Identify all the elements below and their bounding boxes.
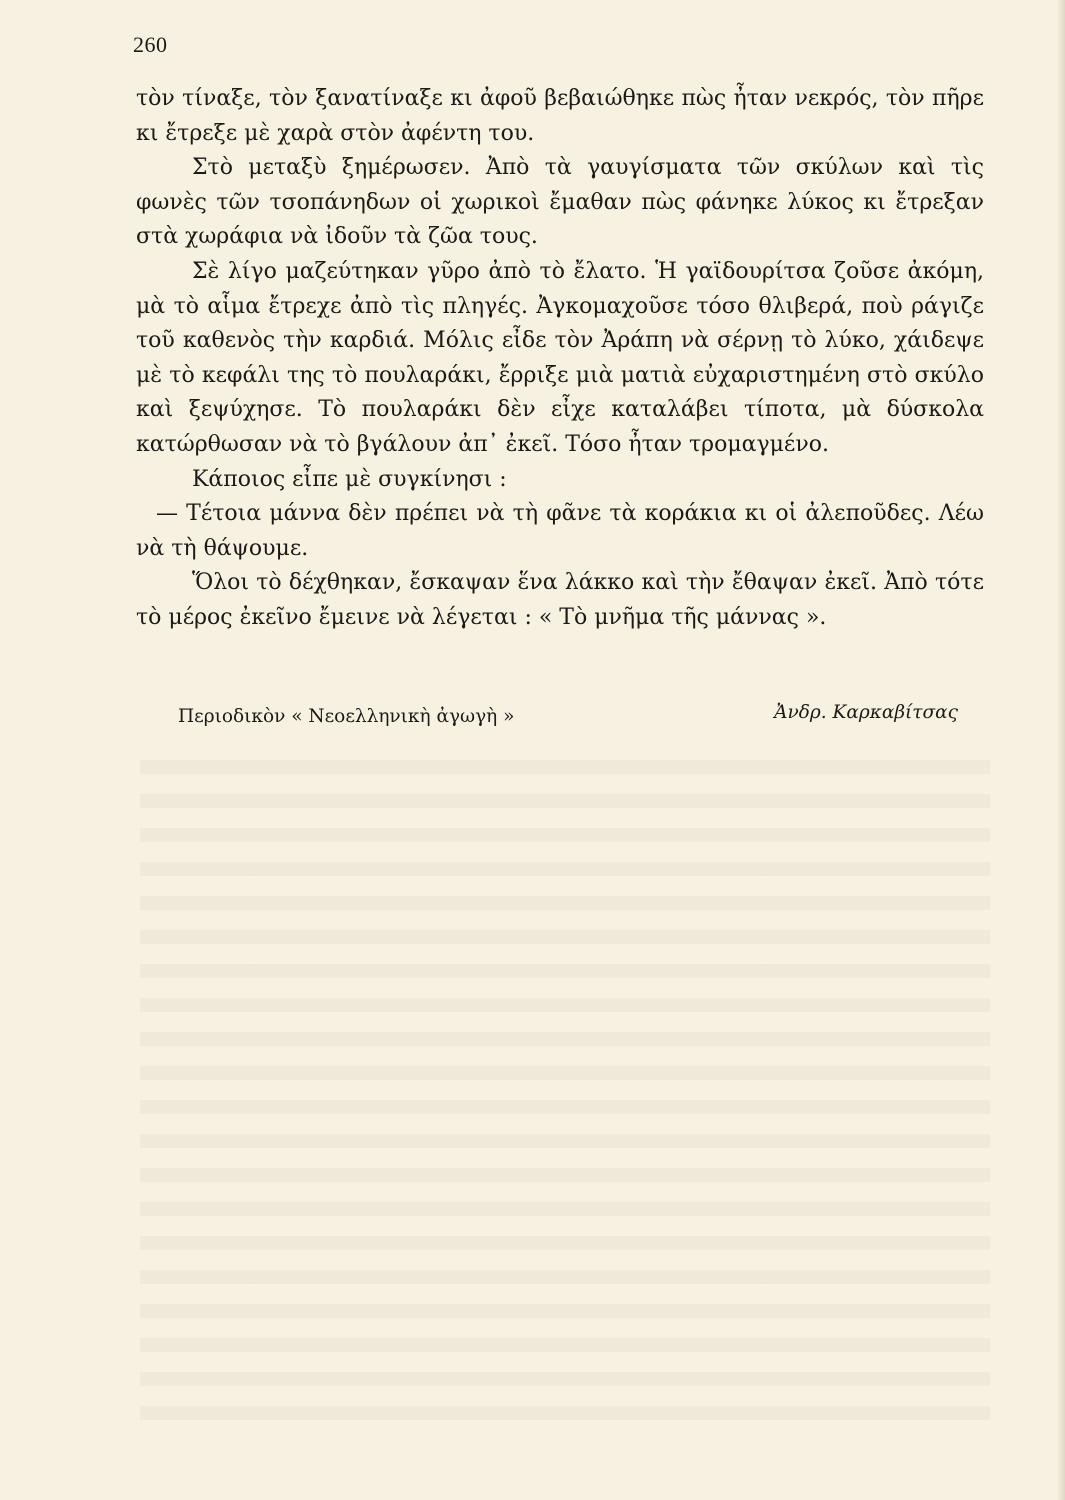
scan-edge-shadow bbox=[1057, 0, 1065, 1500]
show-through-texture bbox=[140, 760, 990, 1420]
paragraph-4: Κάποιος εἶπε μὲ συγκίνησι : bbox=[192, 466, 507, 492]
paragraph-1: τὸν τίναξε, τὸν ξανατίναξε κι ἀφοῦ βεβαιώθηκε πὼς ἦταν νεκρός, τὸν πῆρε κι ἔτρεξε μὲ χαρὰ στὸν ἀφέντη του. bbox=[136, 86, 984, 146]
page-number: 260 bbox=[133, 32, 168, 57]
paragraph-3: Σὲ λίγο μαζεύτηκαν γῦρο ἀπὸ τὸ ἔλατο. Ἡ γαϊδουρίτσα ζοῦσε ἀκόμη, μὰ τὸ αἷμα ἔτρεχε ἀπὸ τὶς πληγές. Ἀγκομαχοῦσε τόσο θλιβερά, ποὺ ράγιζε τοῦ καθενὸς τὴν καρδιά. Μόλις εἶδε τὸν Ἀράπη νὰ σέρνῃ τὸ λύκο, χάιδεψε μὲ τὸ κεφάλι της τὸ πουλαράκι, ἔρριξε μιὰ ματιὰ εὐχαριστημένη στὸ σκύλο καὶ ξεψύχησε. Τὸ πουλαράκι δὲν εἶχε καταλάβει τίποτα, μὰ δύσκολα κατώρθωσαν νὰ τὸ βγάλουν ἀπ᾿ ἐκεῖ. Τόσο ἦταν τρομαγμένο. bbox=[136, 258, 984, 457]
author-name: Ἀνδρ. Καρκαβίτσας bbox=[774, 702, 958, 723]
paragraph-6: Ὅλοι τὸ δέχθηκαν, ἔσκαψαν ἕνα λάκκο καὶ τὴν ἔθαψαν ἐκεῖ. Ἀπὸ τότε τὸ μέρος ἐκεῖνο ἔμεινε νὰ λέγεται : « Τὸ μνῆμα τῆς μάννας ». bbox=[136, 570, 984, 630]
body-text bbox=[136, 82, 984, 636]
source-periodical: Περιοδικὸν « Νεοελληνικὴ ἀγωγὴ » bbox=[178, 706, 515, 727]
paragraph-2: Στὸ μεταξὺ ξημέρωσεν. Ἀπὸ τὰ γαυγίσματα τῶν σκύλων καὶ τὶς φωνὲς τῶν τσοπάνηδων οἱ χωρικοὶ ἔμαθαν πὼς φάνηκε λύκος κι ἔτρεξαν στὰ χωράφια νὰ ἰδοῦν τὰ ζῶα τους. bbox=[136, 155, 984, 250]
dialog-line: — Τέτοια μάννα δὲν πρέπει νὰ τὴ φᾶνε τὰ κοράκια κι οἱ ἀλεποῦδες. Λέω νὰ τὴ θάψουμε. bbox=[136, 501, 984, 561]
